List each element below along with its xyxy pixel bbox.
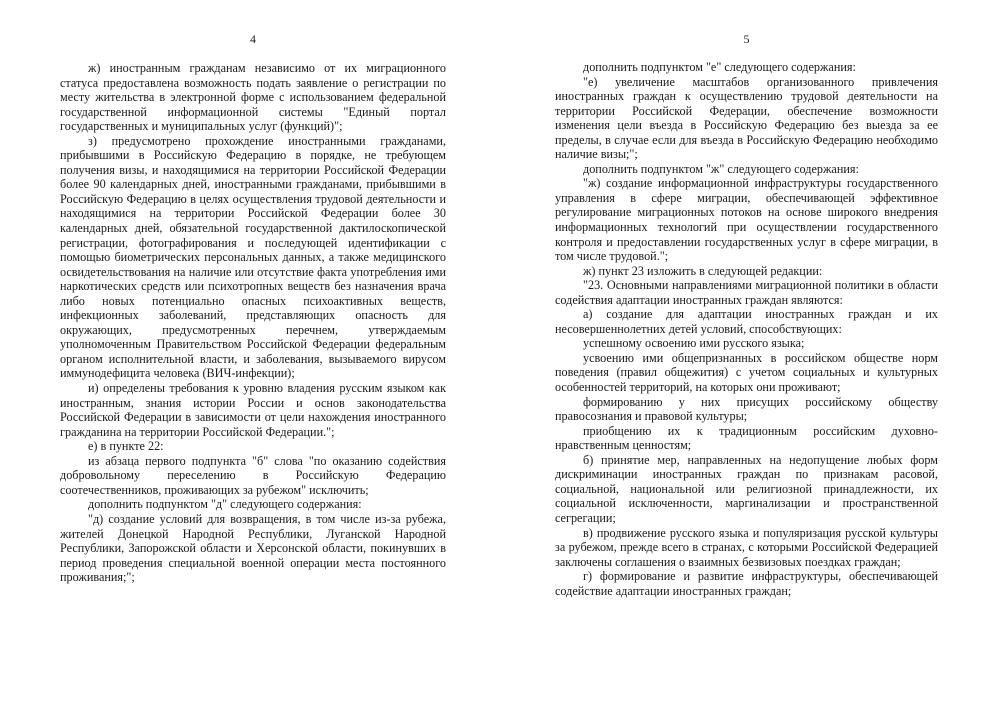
page-number: 5	[743, 32, 750, 46]
paragraph: успешному освоению ими русского языка;	[583, 336, 805, 351]
paragraph: и) определены требования к уровню владения русским языком как иностранным, знания истории России и основ законодательства Российской Федерации в зависимости от цели нахождения иностранного гражданина на территории Российской Федерации.";	[60, 381, 446, 439]
paragraph: в) продвижение русского языка и популяризация русской культуры за рубежом, прежде всего в странах, с которыми Российской Федерацией заключены соглашения о взаимных безвизовых поездках граждан;	[555, 525, 938, 569]
right-page	[555, 0, 938, 708]
paragraph: а) создание для адаптации иностранных граждан и их несовершеннолетних детей условий, способствующих:	[555, 307, 938, 336]
paragraph: г) формирование и развитие инфраструктуры, обеспечивающей содействие адаптации иностранных граждан;	[555, 569, 938, 598]
paragraph: "ж) создание информационной инфраструктуры государственного управления в сфере миграции, обеспечивающей эффективное регулирование миграционных потоков на основе широкого внедрения информационных технологий при осуществлении государственного контроля и предоставлении государственных услуг в сфере миграции, в том числе трудовой.";	[555, 176, 938, 264]
paragraph: "д) создание условий для возвращения, в том числе из-за рубежа, жителей Донецкой Народной Республики, Луганской Народной Республики, Запорожской области и Херсонской области, покинувших в период проведения специальной военной операции места постоянного проживания;";	[60, 511, 446, 585]
paragraph: е) в пункте 22:	[88, 439, 164, 454]
paragraph: "23. Основными направлениями миграционной политики в области содействия адаптации иностранных граждан являются:	[555, 278, 938, 307]
paragraph: ж) пункт 23 изложить в следующей редакции:	[583, 263, 823, 278]
left-page	[60, 0, 446, 708]
paragraph: б) принятие мер, направленных на недопущение любых форм дискриминации иностранных граждан по признакам расовой, социальной, национальной или религиозной принадлежности, их социальной исключенности, маргинализации и пространственной сегрегации;	[555, 452, 938, 525]
paragraph: формированию у них присущих российскому обществу правосознания и правовой культуры;	[555, 394, 938, 424]
paragraph: из абзаца первого подпункта "б" слова "по оказанию содействия добровольному переселению в Российскую Федерацию соотечественников, проживающих за рубежом" исключить;	[60, 453, 446, 497]
page-body	[555, 60, 938, 598]
paragraph: усвоению ими общепризнанных в российском обществе норм поведения (правил общежития) с учетом социальных и культурных особенностей территорий, на которых они проживают;	[555, 350, 938, 395]
page-number: 4	[250, 32, 256, 46]
paragraph: ж) иностранным гражданам независимо от их миграционного статуса предоставлена возможность подать заявление о регистрации по месту жительства в электронной форме с использованием федеральной государственной информационной системы "Единый портал государственных и муниципальных услуг (функций)";	[60, 61, 446, 134]
paragraph: з) предусмотрено прохождение иностранными гражданами, прибывшими в Российскую Федерацию в порядке, не требующем получения визы, и находящимися на территории Российской Федерации более 90 календарных дней, иностранными гражданами, прибывшими в Российскую Федерацию в целях осуществления трудовой деятельности и находящимися на территории Российской Федерации более 30 календарных дней, обязательной государственной дактилоскопической регистрации, фотографирования и последующей идентификации с помощью биометрических персональных данных, а также медицинского освидетельствования на наличие или отсутствие факта употребления ими наркотических средств или психотропных веществ без назначения врача либо новых потенциально опасных психоактивных веществ, инфекционных заболеваний, представляющих опасность для окружающих, предусмотренных перечнем, утверждаемым уполномоченным Правительством Российской Федерации федеральным органом исполнительной власти, и заболевания, вызываемого вирусом иммунодефицита человека (ВИЧ-инфекции);	[60, 133, 446, 381]
page-body	[60, 61, 446, 585]
paragraph: приобщению их к традиционным российским духовно-нравственным ценностям;	[555, 423, 938, 453]
paragraph: "е) увеличение масштабов организованного привлечения иностранных граждан к осуществлению трудовой деятельности на территории Российской Федерации, обеспечение возможности изменения цели въезда в Российскую Федерацию без выезда за ее пределы, в случае если для въезда в Российскую Федерацию необходимо наличие визы;";	[555, 74, 938, 162]
paragraph: дополнить подпунктом "д" следующего содержания:	[88, 497, 362, 512]
paragraph: дополнить подпунктом "ж" следующего содержания:	[583, 161, 859, 176]
paragraph: дополнить подпунктом "е" следующего содержания:	[583, 60, 856, 74]
